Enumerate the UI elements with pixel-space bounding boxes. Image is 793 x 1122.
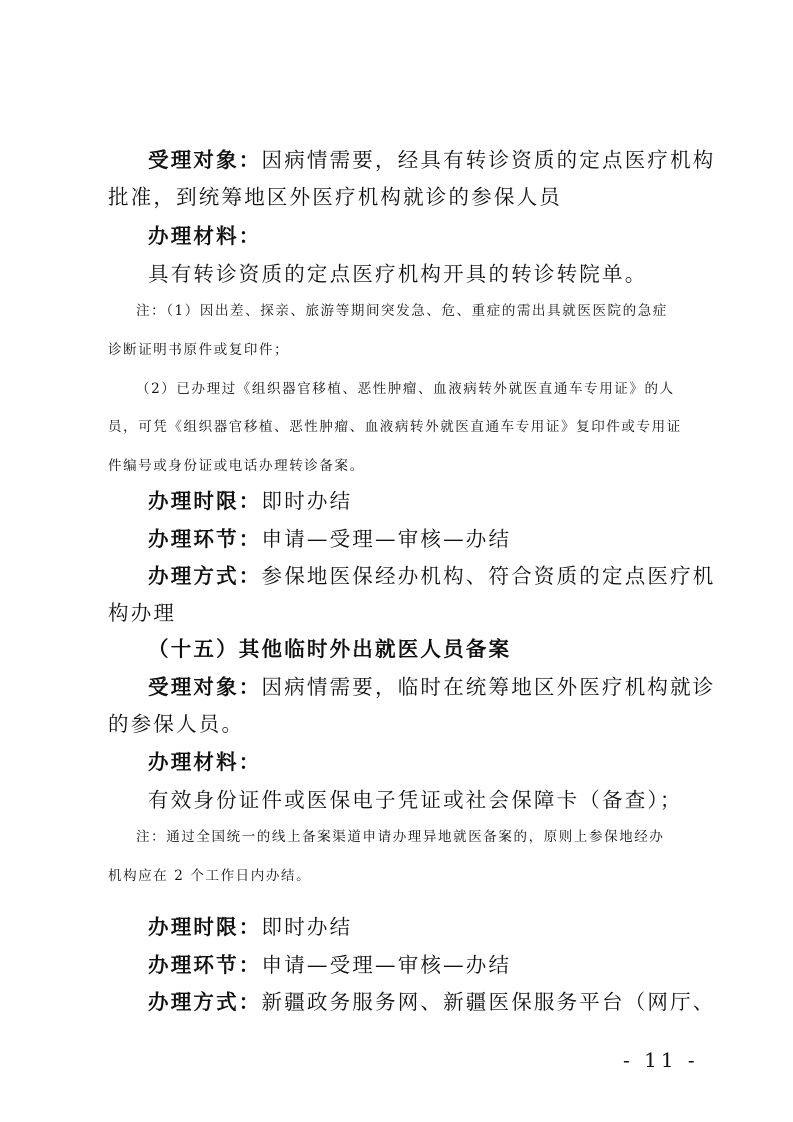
target-label: 受理对象： (148, 148, 262, 172)
steps-label: 办理环节： (148, 527, 262, 551)
time-line (148, 484, 352, 514)
steps-text: 申请—受理—审核—办结 (261, 527, 512, 551)
s15-time-label: 办理时限： (148, 915, 262, 939)
s15-steps-text: 申请—受理—审核—办结 (261, 953, 512, 977)
note-2-line-2: 员，可凭《组织器官移植、恶性肿瘤、血液病转外就医直通车专用证》复印件或专用证 (108, 419, 682, 435)
s15-method-label: 办理方式： (148, 990, 262, 1014)
s15-target-text: 因病情需要，临时在统筹地区外医疗机构就诊 (261, 675, 716, 699)
s15-time-line (148, 910, 352, 940)
s15-note-line-2: 机构应在 2 个工作日内办结。 (108, 868, 312, 884)
target-line-1 (148, 143, 716, 173)
note-1-line-2: 诊断证明书原件或复印件； (108, 342, 290, 358)
s15-materials-label: 办理材料： (148, 750, 262, 774)
s15-steps-line (148, 948, 511, 978)
s15-note-line-1: 注：通过全国统一的线上备案渠道申请办理异地就医备案的，原则上参保地经办 (136, 829, 665, 845)
s15-target-label: 受理对象： (148, 675, 262, 699)
s15-steps-label: 办理环节： (148, 953, 262, 977)
page-number: - 11 - (623, 1048, 699, 1072)
s15-materials-text: 有效身份证件或医保电子凭证或社会保障卡（备查）； (148, 788, 683, 812)
target-line-2: 批准，到统筹地区外医疗机构就诊的参保人员 (108, 185, 562, 209)
s15-target-line-2: 的参保人员。 (108, 712, 245, 736)
materials-label: 办理材料： (148, 224, 262, 248)
method-label: 办理方式： (148, 564, 262, 588)
s15-time-text: 即时办结 (261, 915, 353, 939)
s15-target-line-1 (148, 670, 716, 700)
time-text: 即时办结 (261, 489, 353, 513)
section-heading: （十五）其他临时外出就医人员备案 (148, 637, 512, 661)
note-1-line-1: 注：（1）因出差、探亲、旅游等期间突发急、危、重症的需出具就医医院的急症 (136, 303, 668, 319)
method-line-2: 构办理 (108, 601, 177, 625)
time-label: 办理时限： (148, 489, 262, 513)
note-2-line-1: （2）已办理过《组织器官移植、恶性肿瘤、血液病转外就医直通车专用证》的人 (136, 381, 675, 397)
s15-method-line-1 (148, 985, 716, 1015)
steps-line (148, 522, 511, 552)
target-text: 因病情需要，经具有转诊资质的定点医疗机构 (261, 148, 716, 172)
method-line-1 (148, 559, 716, 589)
s15-method-text: 新疆政务服务网、新疆医保服务平台（网厅、 (261, 990, 716, 1014)
materials-text: 具有转诊资质的定点医疗机构开具的转诊转院单。 (148, 262, 648, 286)
note-2-line-3: 件编号或身份证或电话办理转诊备案。 (108, 458, 365, 474)
method-text: 参保地医保经办机构、符合资质的定点医疗机 (261, 564, 716, 588)
